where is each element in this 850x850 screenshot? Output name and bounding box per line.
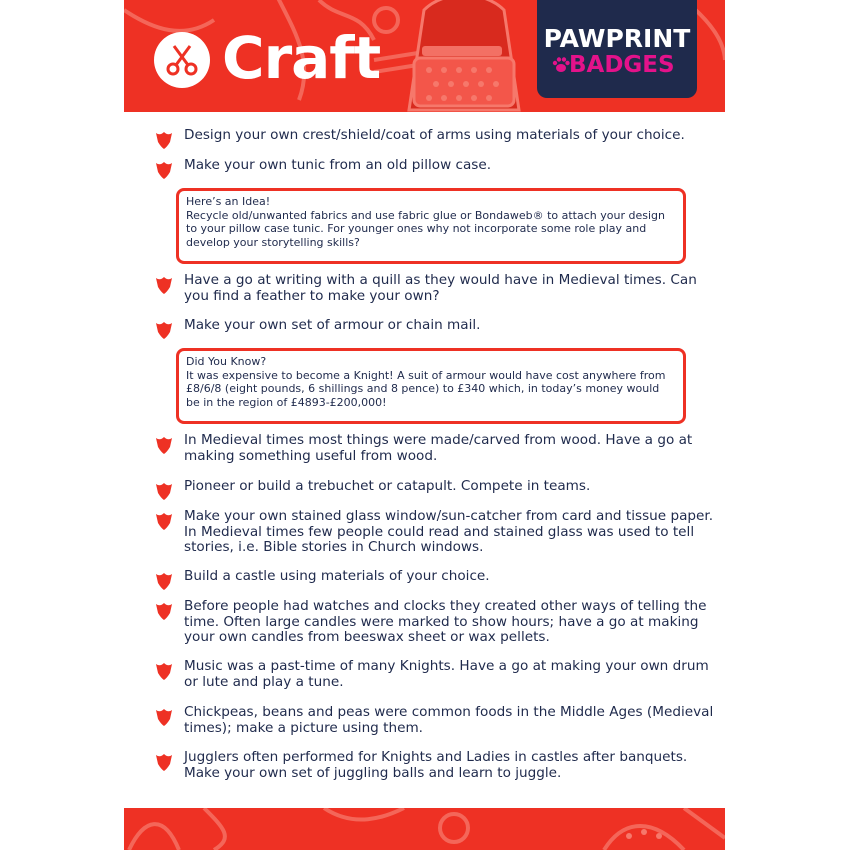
footer-decoration: [124, 808, 725, 850]
shield-bullet-icon: [154, 661, 174, 681]
idea-callout: [176, 188, 686, 264]
item-text: Make your own tunic from an old pillow case.: [184, 157, 492, 173]
shield-bullet-icon: [154, 511, 174, 531]
item-text: Make your own set of armour or chain mail.: [184, 317, 481, 333]
item-text: Before people had watches and clocks they created other ways of telling the time. Often large candles were marked to show hours; have a go at making your own candles from beeswax sheet or wax pellets.: [184, 598, 707, 645]
shield-bullet-icon: [154, 481, 174, 501]
brand-line1: PAWPRINT: [543, 24, 691, 53]
callout-body: Recycle old/unwanted fabrics and use fabric glue or Bondaweb® to attach your design to your pillow case tunic. For younger ones why not incorporate some role play and develop your storytelling skills?: [186, 208, 665, 249]
item-text: Build a castle using materials of your choice.: [184, 568, 490, 584]
shield-bullet-icon: [154, 707, 174, 727]
page-title: Craft: [222, 24, 381, 92]
brand-line2: BADGES: [569, 52, 675, 78]
pawprint-badges-logo: [537, 0, 697, 98]
callout-title: Here’s an Idea!: [186, 195, 271, 208]
shield-bullet-icon: [154, 160, 174, 180]
callout-title: Did You Know?: [186, 355, 267, 368]
callout-body: It was expensive to become a Knight! A suit of armour would have cost anywhere from £8/6/8 (eight pounds, 6 shillings and 8 pence) to £340 which, in today’s money would be in the region of £4893-£200,000!: [186, 368, 666, 409]
item-text: Pioneer or build a trebuchet or catapult. Compete in teams.: [184, 478, 591, 494]
shield-bullet-icon: [154, 275, 174, 295]
scissors-badge: [154, 32, 210, 88]
item-text: Music was a past-time of many Knights. Have a go at making your own drum or lute and play a tune.: [184, 658, 709, 690]
shield-bullet-icon: [154, 130, 174, 150]
shield-bullet-icon: [154, 752, 174, 772]
item-text: Chickpeas, beans and peas were common foods in the Middle Ages (Medieval times); make a picture using them.: [184, 704, 714, 736]
page-header: [124, 0, 725, 112]
item-text: In Medieval times most things were made/carved from wood. Have a go at making something useful from wood.: [184, 432, 693, 464]
shield-bullet-icon: [154, 601, 174, 621]
item-text: Have a go at writing with a quill as they would have in Medieval times. Can you find a feather to make your own?: [184, 272, 697, 304]
paw-icon: [552, 56, 570, 74]
shield-bullet-icon: [154, 320, 174, 340]
scissors-icon: [164, 42, 200, 78]
craft-sheet: [124, 0, 725, 850]
shield-bullet-icon: [154, 571, 174, 591]
shield-bullet-icon: [154, 435, 174, 455]
page-footer: [124, 808, 725, 850]
did-you-know-callout: [176, 348, 686, 424]
item-text: Design your own crest/shield/coat of arms using materials of your choice.: [184, 127, 685, 143]
item-text: Make your own stained glass window/sun-catcher from card and tissue paper. In Medieval times few people could read and stained glass was used to tell stories, i.e. Bible stories in Church windows.: [184, 508, 714, 555]
item-text: Jugglers often performed for Knights and Ladies in castles after banquets. Make your own set of juggling balls and learn to juggle.: [184, 749, 688, 781]
